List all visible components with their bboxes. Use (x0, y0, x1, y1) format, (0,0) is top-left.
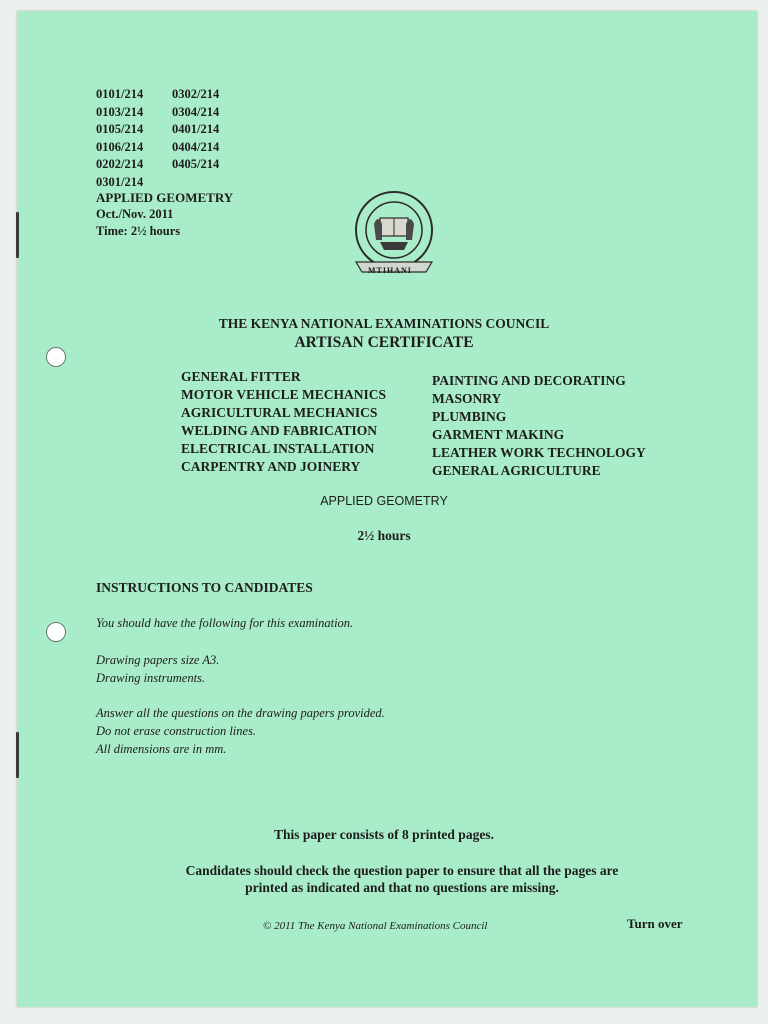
instructions-heading: INSTRUCTIONS TO CANDIDATES (96, 580, 313, 595)
time-header (96, 224, 180, 239)
trade-item: LEATHER WORK TECHNOLOGY (432, 445, 646, 460)
check-note-line-1: Candidates should check the question paper to ensure that all the pages are (185, 863, 619, 878)
trades-right-list (432, 372, 646, 480)
trades-left-list (181, 368, 386, 476)
trade-item: CARPENTRY AND JOINERY (181, 459, 361, 474)
code-row (96, 86, 219, 104)
paper-code: 0302/214 (172, 87, 220, 101)
paper-code: 0304/214 (172, 104, 220, 119)
instruction-line: All dimensions are in mm. (96, 742, 227, 756)
paper-code: 0106/214 (96, 139, 144, 154)
paper-code: 0103/214 (96, 104, 144, 119)
council-name: THE KENYA NATIONAL EXAMINATIONS COUNCIL (218, 316, 550, 331)
trade-item: AGRICULTURAL MECHANICS (181, 405, 378, 420)
code-row (96, 104, 219, 122)
instruction-line: Do not erase construction lines. (96, 724, 257, 738)
instruction-line: Drawing papers size A3. (96, 653, 220, 667)
code-row (96, 156, 219, 174)
certificate-title: ARTISAN CERTIFICATE (294, 334, 474, 351)
trade-item: PAINTING AND DECORATING (432, 373, 626, 388)
session-date: Oct./Nov. 2011 (96, 207, 174, 221)
code-row (96, 174, 219, 192)
copyright: © 2011 The Kenya National Examinations Council (263, 920, 488, 932)
trade-item: MOTOR VEHICLE MECHANICS (181, 387, 387, 402)
paper-codes (96, 86, 219, 191)
subject-title: APPLIED GEOMETRY (320, 494, 448, 508)
paper-code: 0301/214 (96, 174, 144, 189)
instruction-line: Answer all the questions on the drawing papers provided. (96, 706, 385, 720)
paper-code: 0401/214 (172, 122, 220, 136)
duration: 2½ hours (357, 528, 411, 543)
trade-item: MASONRY (432, 391, 502, 406)
pages-note: This paper consists of 8 printed pages. (274, 827, 494, 842)
subject-header: APPLIED GEOMETRY (96, 190, 234, 205)
instruction-line: Drawing instruments. (96, 671, 206, 685)
trade-item: GARMENT MAKING (432, 427, 565, 442)
instructions-materials (96, 651, 219, 687)
paper-code: 0405/214 (172, 157, 220, 171)
time-value: 2½ hours (130, 224, 181, 238)
punch-hole-bottom (46, 622, 66, 642)
paper-code: 0101/214 (96, 87, 144, 101)
seal-banner: MTIHANI (368, 266, 412, 275)
paper-code: 0105/214 (96, 122, 144, 136)
trade-item: WELDING AND FABRICATION (181, 423, 378, 438)
trade-item: PLUMBING (432, 409, 507, 424)
trade-item: ELECTRICAL INSTALLATION (181, 441, 375, 456)
knec-seal-logo (350, 190, 438, 278)
trade-item: GENERAL FITTER (181, 369, 301, 384)
staple-top (16, 212, 19, 258)
instructions-intro: You should have the following for this examination. (96, 616, 354, 630)
time-label: Time: (96, 224, 128, 238)
code-row (96, 121, 219, 139)
staple-bottom (16, 732, 19, 778)
instructions-rules (96, 704, 385, 758)
check-note-line-2: printed as indicated and that no questions are missing. (245, 880, 559, 895)
trade-item: GENERAL AGRICULTURE (432, 463, 601, 478)
paper-code: 0202/214 (96, 157, 144, 171)
paper-code: 0404/214 (172, 139, 220, 154)
code-row (96, 139, 219, 157)
turn-over: Turn over (627, 916, 683, 931)
